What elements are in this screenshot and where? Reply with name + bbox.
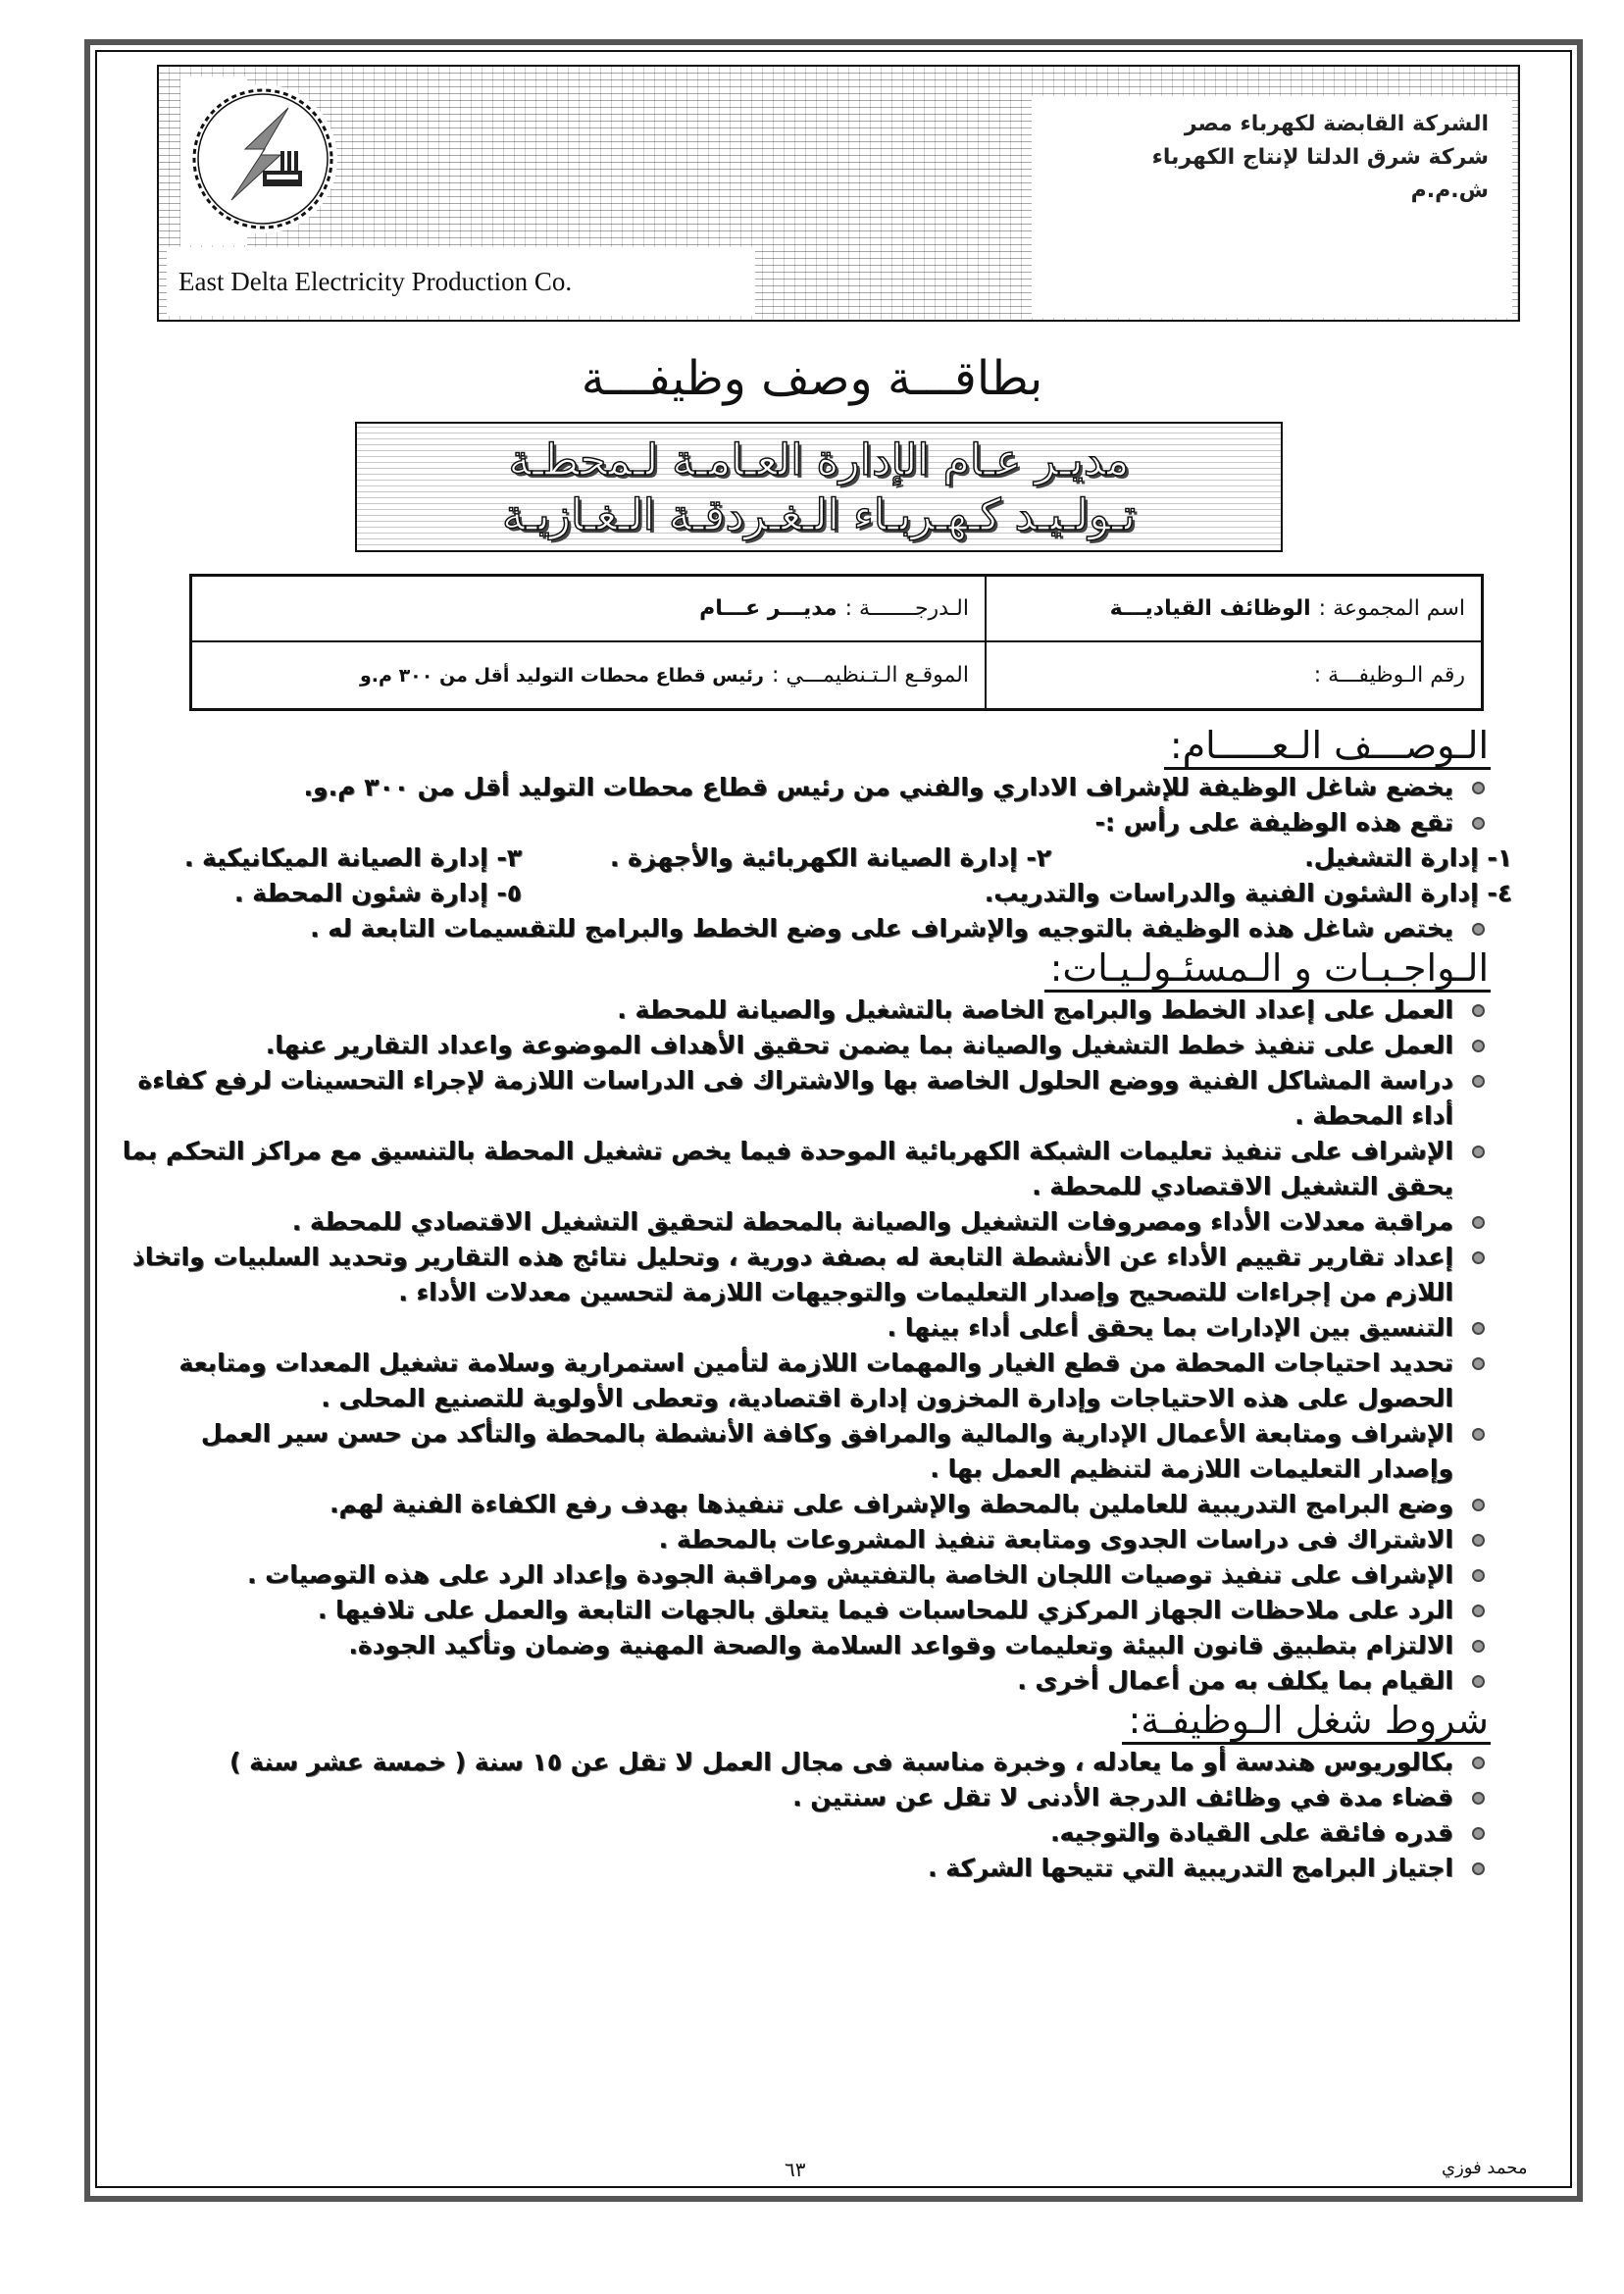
list-item: مراقبة معدلات الأداء ومصروفات التشغيل والصيانة بالمحطة لتحقيق التشغيل الاقتصادي للمحطة . — [118, 1204, 1491, 1240]
bullet-icon — [1472, 1792, 1485, 1805]
department-item: ٤- إدارة الشئون الفنية والدراسات والتدريب. — [984, 879, 1512, 907]
bullet-icon — [1472, 1640, 1485, 1653]
bullet-icon — [1472, 923, 1485, 936]
bullet-icon — [1472, 1357, 1485, 1370]
list-item: يخضع شاغل الوظيفة للإشراف الاداري والفني من رئيس قطاع محطات التوليد أقل من ٣٠٠ م.و. — [118, 770, 1491, 805]
list-item: العمل على تنفيذ خطط التشغيل والصيانة بما يضمن تحقيق الأهداف الموضوعة واعداد التقارير عنها. — [118, 1028, 1491, 1063]
bullet-icon — [1472, 1827, 1485, 1840]
page-number: ٦٣ — [785, 2158, 806, 2181]
grade-cell — [192, 577, 985, 642]
job-info-table — [189, 574, 1484, 711]
department-item: ٣- إدارة الصيانة الميكانيكية . — [183, 843, 522, 872]
letterhead — [157, 65, 1520, 322]
list-item: الإشراف على تنفيذ توصيات اللجان الخاصة بالتفتيش ومراقبة الجودة وإعداد الرد على هذه التوصيات . — [118, 1557, 1491, 1593]
list-item: الإشراف على تنفيذ تعليمات الشبكة الكهربائية الموحدة فيما يخص تشغيل المحطة بالتنسيق مع مراكز التحكم بما يحقق التشغيل الاقتصادي للمحطة . — [118, 1134, 1491, 1204]
bullet-icon — [1472, 1322, 1485, 1335]
org-position-label: الموقـع الـتـنظيمـــي : — [771, 663, 969, 688]
departments-row — [118, 841, 1520, 876]
list-item: العمل على إعداد الخطط والبرامج الخاصة بالتشغيل والصيانة للمحطة . — [118, 993, 1491, 1028]
bullet-icon — [1472, 1499, 1485, 1511]
list-item: يختص شاغل هذه الوظيفة بالتوجيه والإشراف على وضع الخطط والبرامج للتقسيمات التابعة له . — [118, 911, 1491, 946]
grade-label: الـدرجـــــــة : — [844, 596, 969, 621]
list-item: الالتزام بتطبيق قانون البيئة وتعليمات وقواعد السلامة والصحة المهنية وضمان وتأكيد الجودة. — [118, 1628, 1491, 1663]
job-title-line: تـولـيـد كـهـربـاء الـغـردقـة الـغـازيـة — [502, 490, 1136, 540]
list-item: قضاء مدة في وظائف الدرجة الأدنى لا تقل عن سنتين . — [118, 1780, 1491, 1815]
list-item: القيام بما يكلف به من أعمال أخرى . — [118, 1663, 1491, 1699]
author-name: محمد فوزي — [1442, 2158, 1528, 2178]
org-position-value: رئيس قطاع محطات التوليد أقل من ٣٠٠ م.و — [360, 664, 764, 687]
group-value: الوظائف القياديـــة — [1109, 596, 1311, 621]
company-type-line: ش.م.م — [1410, 178, 1489, 203]
list-item: التنسيق بين الإدارات بما يحقق أعلى أداء بينها . — [118, 1310, 1491, 1346]
bullet-icon — [1472, 1040, 1485, 1052]
group-cell — [985, 577, 1481, 642]
list-item: تحديد احتياجات المحطة من قطع الغيار والمهمات اللازمة لتأمين استمرارية وسلامة تشغيل المعدات ومتابعة الحصول على هذه الاحتياجات وإدارة المخزون إدارة اقتصادية، وتعطى الأولوية للتصنيع المحلى . — [118, 1346, 1491, 1416]
list-item: الإشراف ومتابعة الأعمال الإدارية والمالية والمرافق وكافة الأنشطة بالمحطة والتأكد من حسن سير العمل وإصدار التعليمات اللازمة لتنظيم العمل بها . — [118, 1416, 1491, 1487]
bullet-icon — [1472, 817, 1485, 830]
general-description-closing — [118, 911, 1520, 946]
department-item: ١- إدارة التشغيل. — [1304, 843, 1512, 872]
bullet-icon — [1472, 1675, 1485, 1688]
general-description-heading: الـوصـــف الـعـــــام: — [1164, 724, 1491, 770]
bullet-icon — [1472, 1569, 1485, 1582]
job-title-line: مديـر عـام الإدارة العـامـة لـمحطـة — [508, 435, 1130, 485]
bullet-icon — [1472, 1216, 1485, 1229]
bullet-icon — [1472, 1146, 1485, 1158]
list-item: دراسة المشاكل الفنية ووضع الحلول الخاصة بها والاشتراك فى الدراسات اللازمة لإجراء التحسينات لرفع كفاءة أداء المحطة . — [118, 1063, 1491, 1134]
document-title: بطاقـــة وصف وظيفـــة — [581, 351, 1043, 406]
group-label: اسم المجموعة : — [1318, 596, 1465, 621]
bullet-icon — [1472, 1428, 1485, 1441]
bullet-icon — [1472, 1757, 1485, 1769]
list-item: إعداد تقارير تقييم الأداء عن الأنشطة التابعة له بصفة دورية ، وتحليل نتائج هذه التقارير وتحديد السلبيات واتخاذ اللازم من إجراءات للتصحيح وإصدار التعليمات والتوجيهات اللازمة لتحسين معدلات الأداء . — [118, 1240, 1491, 1310]
duties-list — [118, 993, 1520, 1699]
bullet-icon — [1472, 1862, 1485, 1875]
job-title-box — [355, 422, 1283, 552]
list-item: بكالوريوس هندسة أو ما يعادله ، وخبرة مناسبة فى مجال العمل لا تقل عن ١٥ سنة ( خمسة عشر سنة ) — [118, 1745, 1491, 1780]
list-item: اجتياز البرامج التدريبية التي تتيحها الشركة . — [118, 1851, 1491, 1886]
duties-heading: الـواجـبـات و الـمسئـولـيـات: — [1044, 946, 1491, 993]
bullet-icon — [1472, 782, 1485, 794]
requirements-heading: شروط شغل الـوظيفـة: — [1122, 1699, 1491, 1745]
list-item: وضع البرامج التدريبية للعاملين بالمحطة والإشراف على تنفيذها بهدف رفع الكفاءة الفنية لهم. — [118, 1487, 1491, 1522]
departments-row — [118, 876, 1520, 911]
grade-value: مديـــر عـــام — [699, 596, 837, 621]
org-position-cell — [192, 642, 985, 708]
company-logo — [188, 84, 337, 233]
list-item: تقع هذه الوظيفة على رأس :- — [118, 805, 1491, 841]
bullet-icon — [1472, 1605, 1485, 1617]
bullet-icon — [1472, 1251, 1485, 1264]
company-name-arabic — [1032, 96, 1512, 318]
holding-company-line: الشركة القابضة لكهرباء مصر — [1184, 112, 1489, 136]
lightning-gear-logo-icon — [188, 84, 337, 233]
list-item: الرد على ملاحظات الجهاز المركزي للمحاسبات فيما يتعلق بالجهات التابعة والعمل على تلافيها . — [118, 1593, 1491, 1628]
general-description-list — [118, 770, 1520, 841]
company-line: شركة شرق الدلتا لإنتاج الكهرباء — [1151, 145, 1489, 170]
department-item: ٢- إدارة الصيانة الكهربائية والأجهزة . — [609, 843, 1051, 872]
bullet-icon — [1472, 1004, 1485, 1017]
job-number-cell — [985, 642, 1481, 708]
bullet-icon — [1472, 1075, 1485, 1088]
job-number-label: رقم الـوظيفـــة : — [1313, 663, 1465, 688]
department-item: ٥- إدارة شئون المحطة . — [233, 879, 522, 907]
company-name-english: East Delta Electricity Production Co. — [167, 247, 755, 316]
list-item: الاشتراك فى دراسات الجدوى ومتابعة تنفيذ المشروعات بالمحطة . — [118, 1522, 1491, 1557]
job-description-body — [118, 724, 1520, 1886]
requirements-list — [118, 1745, 1520, 1886]
bullet-icon — [1472, 1534, 1485, 1547]
list-item: قدره فائقة على القيادة والتوجيه. — [118, 1815, 1491, 1851]
